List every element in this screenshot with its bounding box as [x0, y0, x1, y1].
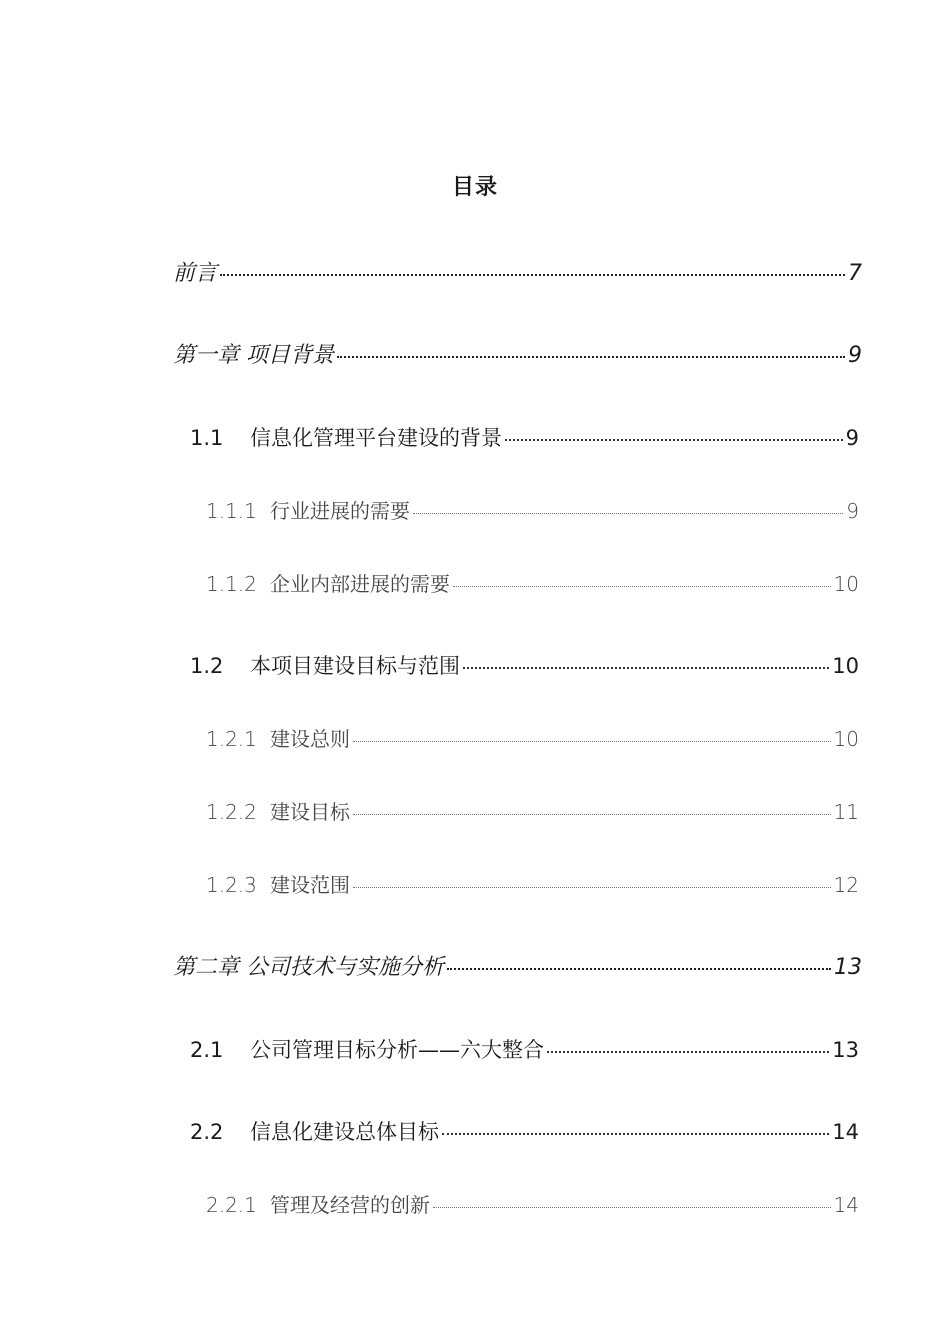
- toc-entry-number: 1.2.1: [206, 727, 257, 751]
- toc-dot-leader: [337, 356, 845, 358]
- toc-entry-subsection-1-2-3[interactable]: [206, 869, 859, 898]
- toc-entry-label: 公司管理目标分析——六大整合: [250, 1038, 544, 1062]
- toc-entry-number: 1.2.3: [206, 873, 257, 897]
- toc-entry-preface[interactable]: [173, 256, 862, 287]
- toc-entry-label: 信息化管理平台建设的背景: [250, 426, 502, 450]
- toc-entry-label: 建设目标: [270, 800, 350, 824]
- toc-entry-chapter-1[interactable]: [173, 338, 862, 369]
- toc-dot-leader: [447, 968, 831, 970]
- toc-title: 目录: [451, 175, 498, 200]
- toc-entry-page: 7: [848, 261, 862, 286]
- toc-dot-leader: [353, 887, 831, 888]
- toc-entry-number: 1.1.2: [206, 572, 257, 596]
- toc-entry-page: 11: [833, 800, 859, 824]
- toc-entry-subsection-2-2-1[interactable]: [206, 1189, 859, 1218]
- toc-entry-subsection-1-2-1[interactable]: [206, 723, 859, 752]
- toc-entry-number: 2.2: [190, 1120, 224, 1144]
- toc-entry-number: 2.1: [190, 1038, 224, 1062]
- toc-entry-label: 第二章 公司技术与实施分析: [173, 955, 444, 980]
- toc-dot-leader: [413, 513, 843, 514]
- toc-entry-page: 9: [846, 499, 859, 523]
- toc-entry-number: 1.2: [190, 654, 224, 678]
- toc-entry-label: 企业内部进展的需要: [270, 572, 450, 596]
- toc-dot-leader: [353, 814, 831, 815]
- toc-entry-number: 1.1: [190, 426, 224, 450]
- toc-entry-label: 第一章 项目背景: [173, 343, 334, 368]
- toc-entry-subsection-1-2-2[interactable]: [206, 796, 859, 825]
- toc-entry-label: 管理及经营的创新: [270, 1193, 430, 1217]
- toc-dot-leader: [353, 741, 831, 742]
- toc-entry-label: 前言: [173, 261, 218, 286]
- toc-entry-label: 建设总则: [270, 727, 350, 751]
- toc-entry-label: 行业进展的需要: [270, 499, 410, 523]
- toc-entry-page: 10: [833, 572, 859, 596]
- toc-entry-page: 10: [832, 654, 859, 678]
- toc-entry-subsection-1-1-1[interactable]: [206, 495, 859, 524]
- toc-dot-leader: [505, 439, 843, 441]
- toc-entry-chapter-2[interactable]: [173, 950, 862, 981]
- toc-dot-leader: [547, 1051, 829, 1053]
- toc-dot-leader: [442, 1133, 829, 1135]
- toc-entry-label: 建设范围: [270, 873, 350, 897]
- toc-entry-page: 9: [848, 343, 862, 368]
- toc-entry-page: 9: [845, 426, 859, 450]
- toc-entry-page: 13: [832, 1038, 859, 1062]
- toc-dot-leader: [463, 667, 829, 669]
- toc-dot-leader: [453, 586, 831, 587]
- toc-entry-number: 1.2.2: [206, 800, 257, 824]
- toc-entry-page: 10: [833, 727, 859, 751]
- toc-entry-label: 本项目建设目标与范围: [250, 654, 460, 678]
- toc-entry-section-1-2[interactable]: [190, 650, 859, 680]
- toc-entry-subsection-1-1-2[interactable]: [206, 568, 859, 597]
- toc-entry-page: 12: [833, 873, 859, 897]
- toc-entry-number: 1.1.1: [206, 499, 257, 523]
- toc-entry-page: 14: [833, 1193, 859, 1217]
- toc-dot-leader: [433, 1207, 831, 1208]
- toc-entry-page: 13: [834, 955, 862, 980]
- toc-entry-section-2-1[interactable]: [190, 1034, 859, 1064]
- toc-entry-section-1-1[interactable]: [190, 422, 859, 452]
- toc-entry-label: 信息化建设总体目标: [250, 1120, 439, 1144]
- toc-dot-leader: [220, 274, 845, 276]
- toc-entry-number: 2.2.1: [206, 1193, 257, 1217]
- toc-entry-section-2-2[interactable]: [190, 1116, 859, 1146]
- toc-entry-page: 14: [832, 1120, 859, 1144]
